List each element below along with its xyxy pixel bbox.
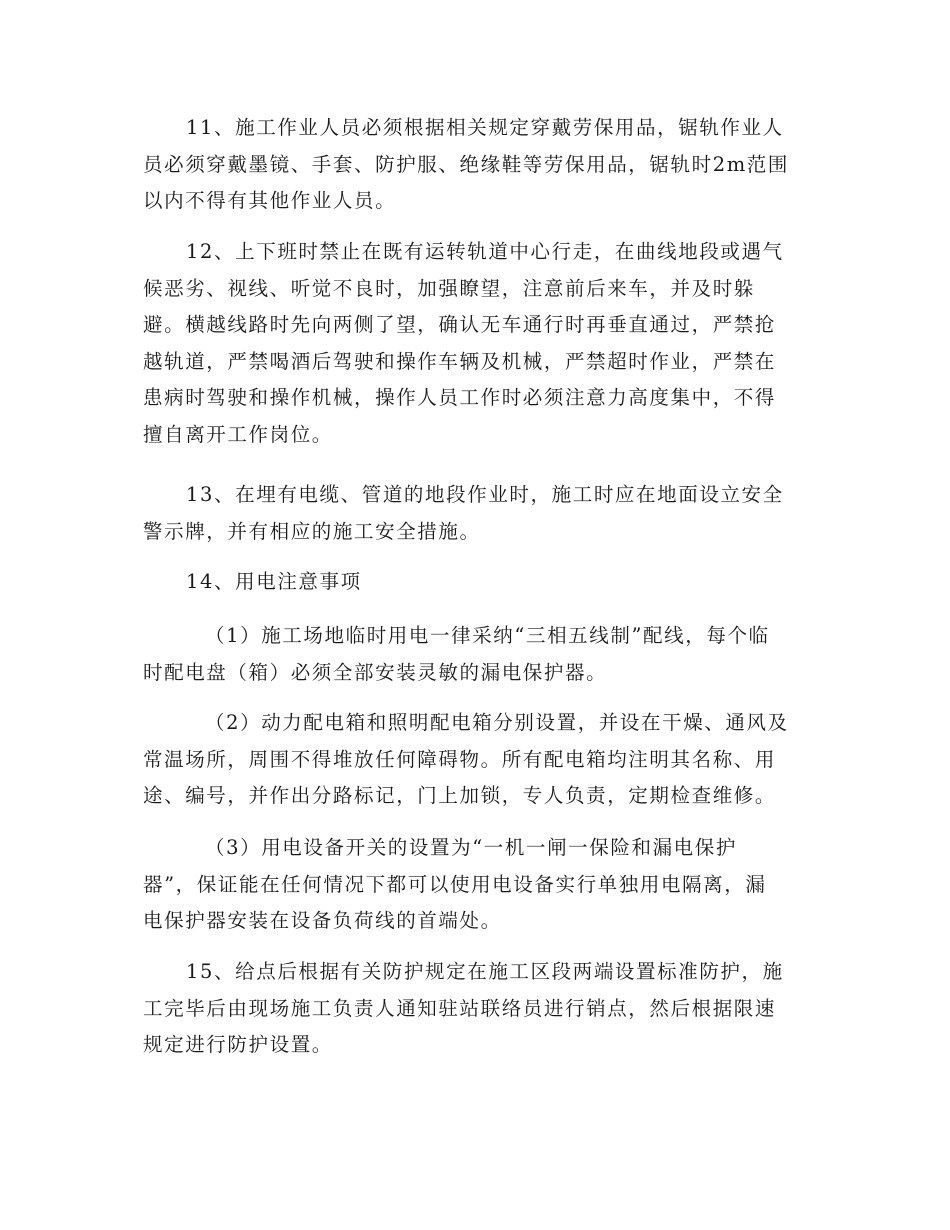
paragraph-line: 时配电盘（箱）必须全部安装灵敏的漏电保护器。 [143,660,608,684]
paragraph-line: 工完毕后由现场施工负责人通知驻站联络员进行销点，然后根据限速 [143,996,777,1020]
paragraph-line: 员必须穿戴墨镜、手套、防护服、绝缘鞋等劳保用品，锯轨时2m范围 [143,152,789,176]
paragraph-line: 14、用电注意事项 [186,570,362,593]
paragraph-item-13 [143,477,803,550]
paragraph-line: 电保护器安装在设备负荷线的首端处。 [143,909,502,932]
paragraph-line: （2）动力配电箱和照明配电箱分别设置，并设在干燥、通风及 [205,711,789,734]
paragraph-line: 12、上下班时禁止在既有运转轨道中心行走，在曲线地段或遇气 [186,240,784,263]
paragraph-item-15 [143,954,803,1064]
paragraph-line: 患病时驾驶和操作机械，操作人员工作时必须注意力高度集中，不得 [143,386,777,409]
paragraph-item-12 [143,234,803,453]
paragraph-line: 以内不得有其他作业人员。 [143,189,397,212]
paragraph-item-14-2 [143,705,803,815]
paragraph-line: 15、给点后根据有关防护规定在施工区段两端设置标准防护，施 [186,960,784,983]
paragraph-line: 11、施工作业人员必须根据相关规定穿戴劳保用品，锯轨作业人 [186,116,784,139]
paragraph-line: 器”，保证能在任何情况下都可以使用电设备实行单独用电隔离，漏 [143,872,767,896]
paragraph-item-11 [143,110,803,220]
paragraph-line: 越轨道，严禁喝酒后驾驶和操作车辆及机械，严禁超时作业，严禁在 [143,349,777,373]
paragraph-line: （1）施工场地临时用电一律采纳“三相五线制”配线，每个临 [205,624,770,647]
paragraph-item-14-1 [143,618,803,691]
paragraph-line: 避。横越线路时先向两侧了望，确认无车通行时再垂直通过，严禁抢 [143,313,777,336]
paragraph-line: 规定进行防护设置。 [143,1033,333,1056]
paragraph-line: 候恶劣、视线、听觉不良时，加强瞭望，注意前后来车，并及时躲 [143,276,755,300]
paragraph-line: 警示牌，并有相应的施工安全措施。 [143,519,481,543]
paragraph-line: 常温场所，周围不得堆放任何障碍物。所有配电箱均注明其名称、用 [143,747,777,771]
paragraph-line: 途、编号，并作出分路标记，门上加锁，专人负责，定期检查维修。 [143,784,777,807]
paragraph-item-14-3 [143,830,803,940]
paragraph-line: 13、在埋有电缆、管道的地段作业时，施工时应在地面设立安全 [186,483,784,506]
paragraph-item-14 [143,564,803,601]
paragraph-line: 擅自离开工作岗位。 [143,422,333,446]
paragraph-line: （3）用电设备开关的设置为“一机一闸一保险和漏电保护 [205,836,737,859]
